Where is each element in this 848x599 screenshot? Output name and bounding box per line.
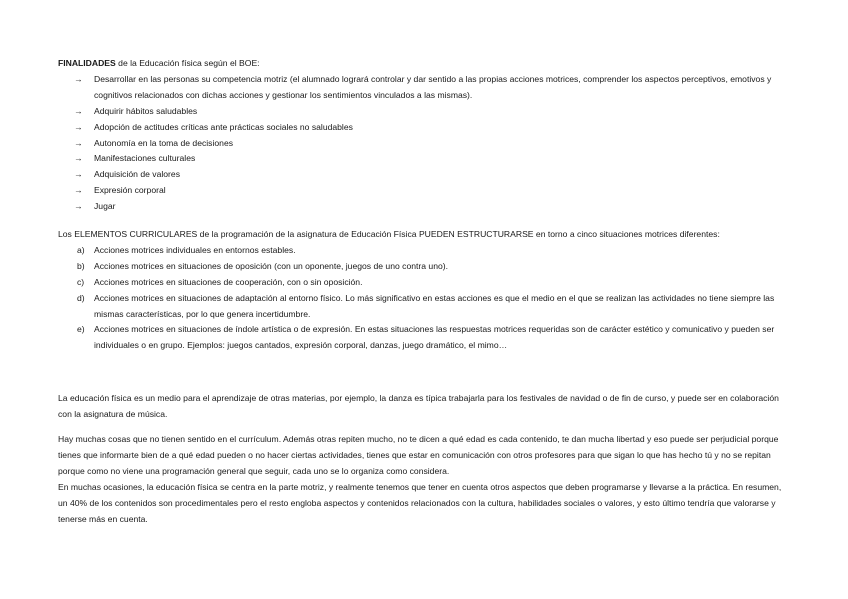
- finalidades-list: [58, 72, 788, 215]
- list-item: [58, 167, 788, 183]
- elementos-intro: Los ELEMENTOS CURRICULARES de la programación de la asignatura de Educación Física PUEDEN ESTRUCTURARSE en torno a cinco situaciones motrices diferentes:: [58, 229, 720, 239]
- paragraph-3: En muchas ocasiones, la educación física se centra en la parte motriz, y realmente tenemos que tener en cuenta otros aspectos que deben programarse y llevarse a la práctica. En resumen, un 40% de los contenidos son procedimentales pero el resto engloba aspectos y contenidos relacionados con la cultura, habilidades sociales o valores, y esto último tendría que valorarse y tenerse más en cuenta.: [58, 481, 782, 524]
- list-item-text: Acciones motrices en situaciones de índole artística o de expresión. En estas situaciones las respuestas motrices requeridas son de carácter estético y comunicativo y pueden ser individuales o en grupo. Ejemplos: juegos cantados, expresión corporal, danzas, juego dramático, el mimo…: [94, 324, 775, 351]
- list-item-text: Autonomía en la toma de decisiones: [94, 137, 234, 148]
- list-item: [58, 275, 788, 291]
- arrow-icon: →: [74, 169, 83, 180]
- arrow-icon: →: [74, 105, 83, 116]
- list-item-text: Acciones motrices individuales en entornos estables.: [94, 244, 296, 255]
- elementos-list: [58, 243, 788, 354]
- list-marker: e): [77, 324, 85, 335]
- list-item: [58, 183, 788, 199]
- finalidades-heading-bold: FINALIDADES: [58, 58, 116, 68]
- arrow-icon: →: [74, 121, 83, 132]
- list-item-text: Adquirir hábitos saludables: [94, 105, 198, 116]
- list-marker: b): [77, 260, 85, 271]
- paragraph-2-block: [58, 432, 788, 527]
- list-marker: a): [77, 244, 85, 255]
- finalidades-heading-rest: de la Educación física según el BOE:: [115, 58, 260, 68]
- paragraph-1: La educación física es un medio para el aprendizaje de otras materias, por ejemplo, la danza es típica trabajarla para los festivales de navidad o de fin de curso, y puede ser en colaboración con la asignatura de música.: [58, 393, 779, 419]
- paragraph-1-block: [58, 391, 788, 423]
- list-item: [58, 72, 788, 104]
- list-marker: d): [77, 292, 85, 303]
- list-item: [58, 136, 788, 152]
- list-item: [58, 120, 788, 136]
- list-item: [58, 291, 788, 323]
- paragraph-2: Hay muchas cosas que no tienen sentido en el currículum. Además otras repiten mucho, no te dicen a qué edad es cada contenido, te dan mucha libertad y eso puede ser perjudicial porque tienes que informarte bien de a qué edad pueden o no hacer ciertas actividades, tienes que estar en comunicación con otros profesores para que sigan lo que has hecho tú y no se repitan porque como no viene una programación general que seguir, cada uno se lo organiza como considera.: [58, 434, 779, 476]
- arrow-icon: →: [74, 137, 83, 148]
- arrow-icon: →: [74, 185, 83, 196]
- list-item-text: Manifestaciones culturales: [94, 153, 196, 164]
- arrow-icon: →: [74, 201, 83, 212]
- list-item: [58, 151, 788, 167]
- list-item: [58, 243, 788, 259]
- list-item: [58, 259, 788, 275]
- arrow-icon: →: [74, 73, 83, 84]
- list-item: [58, 199, 788, 215]
- list-item-text: Jugar: [94, 201, 116, 212]
- list-item: [58, 322, 788, 354]
- finalidades-heading: [58, 56, 788, 72]
- list-item-text: Acciones motrices en situaciones de cooperación, con o sin oposición.: [94, 276, 363, 287]
- list-item: [58, 104, 788, 120]
- list-item-text: Desarrollar en las personas su competencia motriz (el alumnado logrará controlar y dar sentido a las propias acciones motrices, comprender los aspectos perceptivos, emotivos y cognitivos relacionados con dichas acciones y gestionar los sentimientos vinculados a las mismas).: [94, 73, 772, 100]
- elementos-section: [58, 227, 788, 354]
- list-item-text: Adopción de actitudes críticas ante prácticas sociales no saludables: [94, 121, 353, 132]
- list-item-text: Adquisición de valores: [94, 169, 180, 180]
- finalidades-section: [58, 56, 788, 215]
- list-item-text: Acciones motrices en situaciones de adaptación al entorno físico. Lo más significativo en estas acciones es que el medio en el que se realizan las actividades no tiene siempre las mismas características, por lo que genera incertidumbre.: [94, 292, 775, 319]
- list-item-text: Expresión corporal: [94, 185, 166, 196]
- list-item-text: Acciones motrices en situaciones de oposición (con un oponente, juegos de uno contra uno).: [94, 260, 449, 271]
- arrow-icon: →: [74, 153, 83, 164]
- list-marker: c): [77, 276, 85, 287]
